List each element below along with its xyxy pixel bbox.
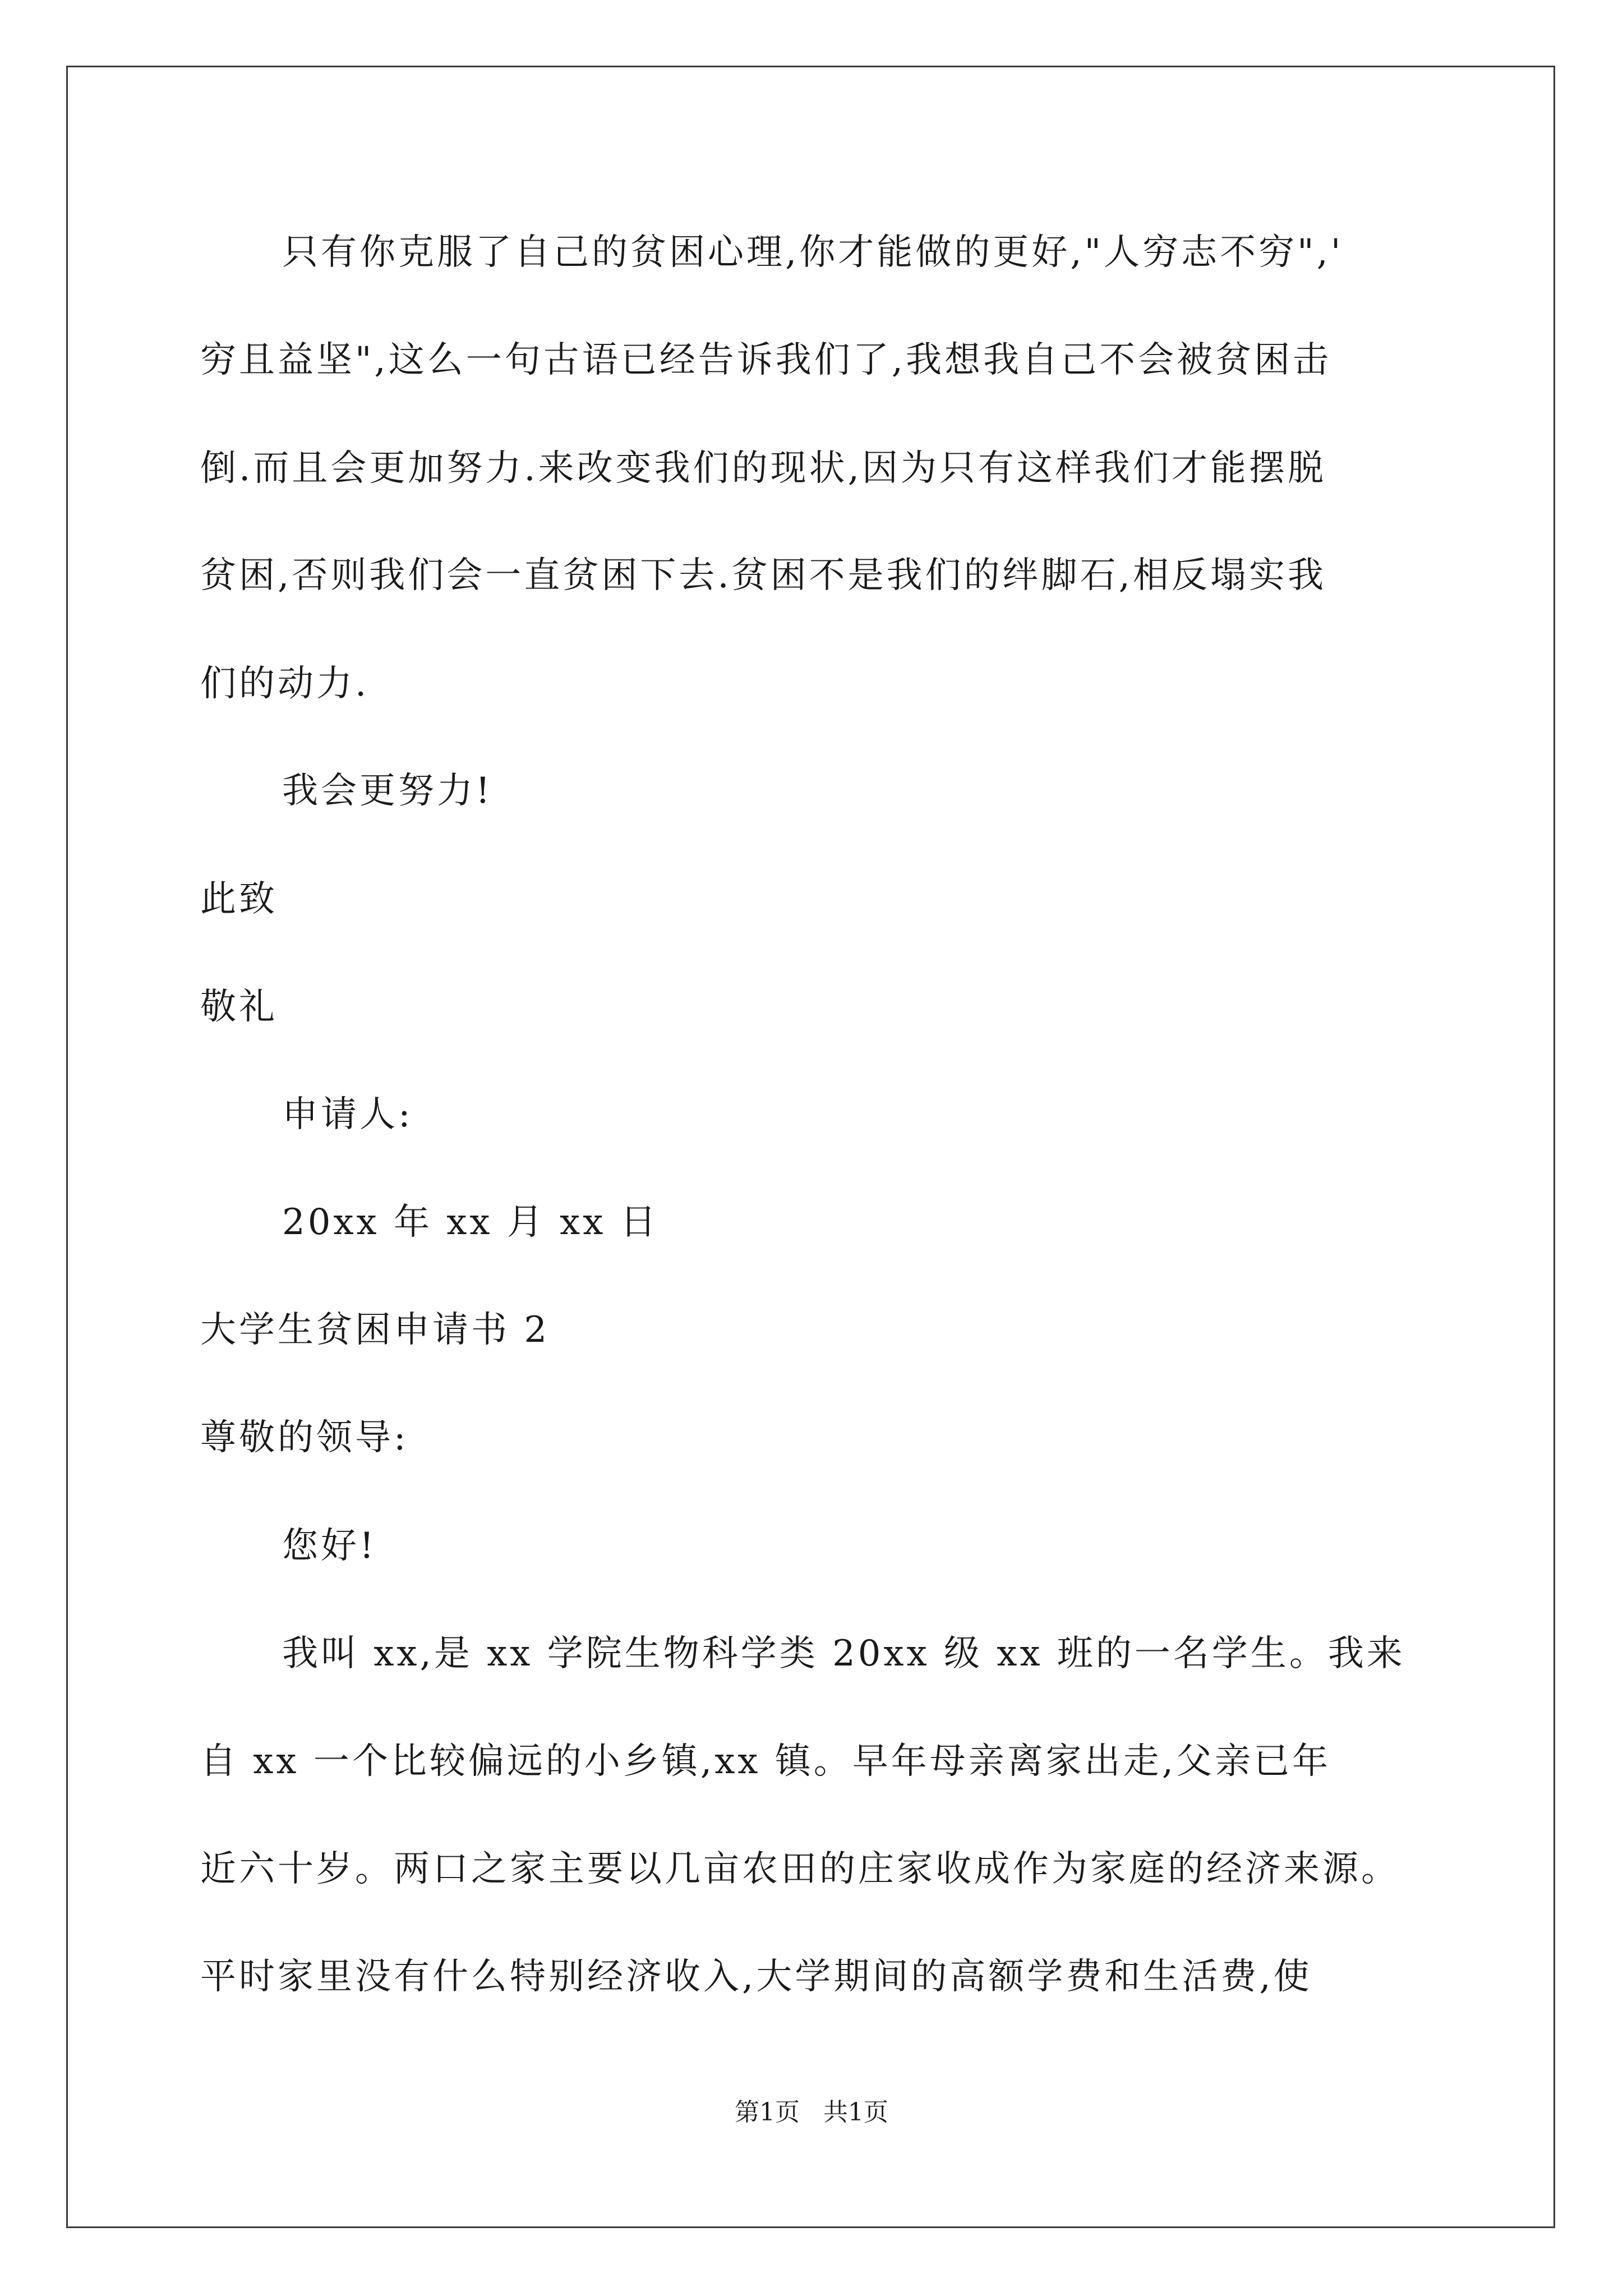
applicant-label: 申请人:	[282, 1094, 413, 1135]
paragraph-line: 倒.而且会更加努力.来改变我们的现状,因为只有这样我们才能摆脱	[200, 448, 1327, 489]
paragraph-line: 穷且益坚",这么一句古语已经告诉我们了,我想我自己不会被贫困击	[200, 339, 1332, 381]
page-footer: 第1页 共1页	[735, 2098, 888, 2127]
paragraph-line: 贫困,否则我们会一直贫困下去.贫困不是我们的绊脚石,相反塌实我	[200, 555, 1327, 596]
paragraph-line: 我会更努力!	[282, 770, 493, 812]
page-border	[66, 66, 1555, 2228]
section-title: 大学生贫困申请书 2	[200, 1309, 550, 1351]
date-line: 20xx 年 xx 月 xx 日	[282, 1202, 659, 1243]
paragraph-line: 我叫 xx,是 xx 学院生物科学类 20xx 级 xx 班的一名学生。我来	[282, 1633, 1405, 1674]
closing-line: 此致	[200, 878, 278, 920]
paragraph-line: 近六十岁。两口之家主要以几亩农田的庄家收成作为家庭的经济来源。	[200, 1848, 1400, 1890]
paragraph-line: 只有你克服了自己的贫困心理,你才能做的更好,"人穷志不穷",'	[282, 232, 1344, 273]
paragraph-line: 平时家里没有什么特别经济收入,大学期间的高额学费和生活费,使	[200, 1956, 1312, 1998]
greeting: 您好!	[282, 1525, 377, 1567]
paragraph-line: 自 xx 一个比较偏远的小乡镇,xx 镇。早年母亲离家出走,父亲已年	[200, 1741, 1331, 1782]
closing-line: 敬礼	[200, 986, 278, 1028]
paragraph-line: 们的动力.	[200, 663, 370, 705]
salutation: 尊敬的领导:	[200, 1417, 409, 1458]
